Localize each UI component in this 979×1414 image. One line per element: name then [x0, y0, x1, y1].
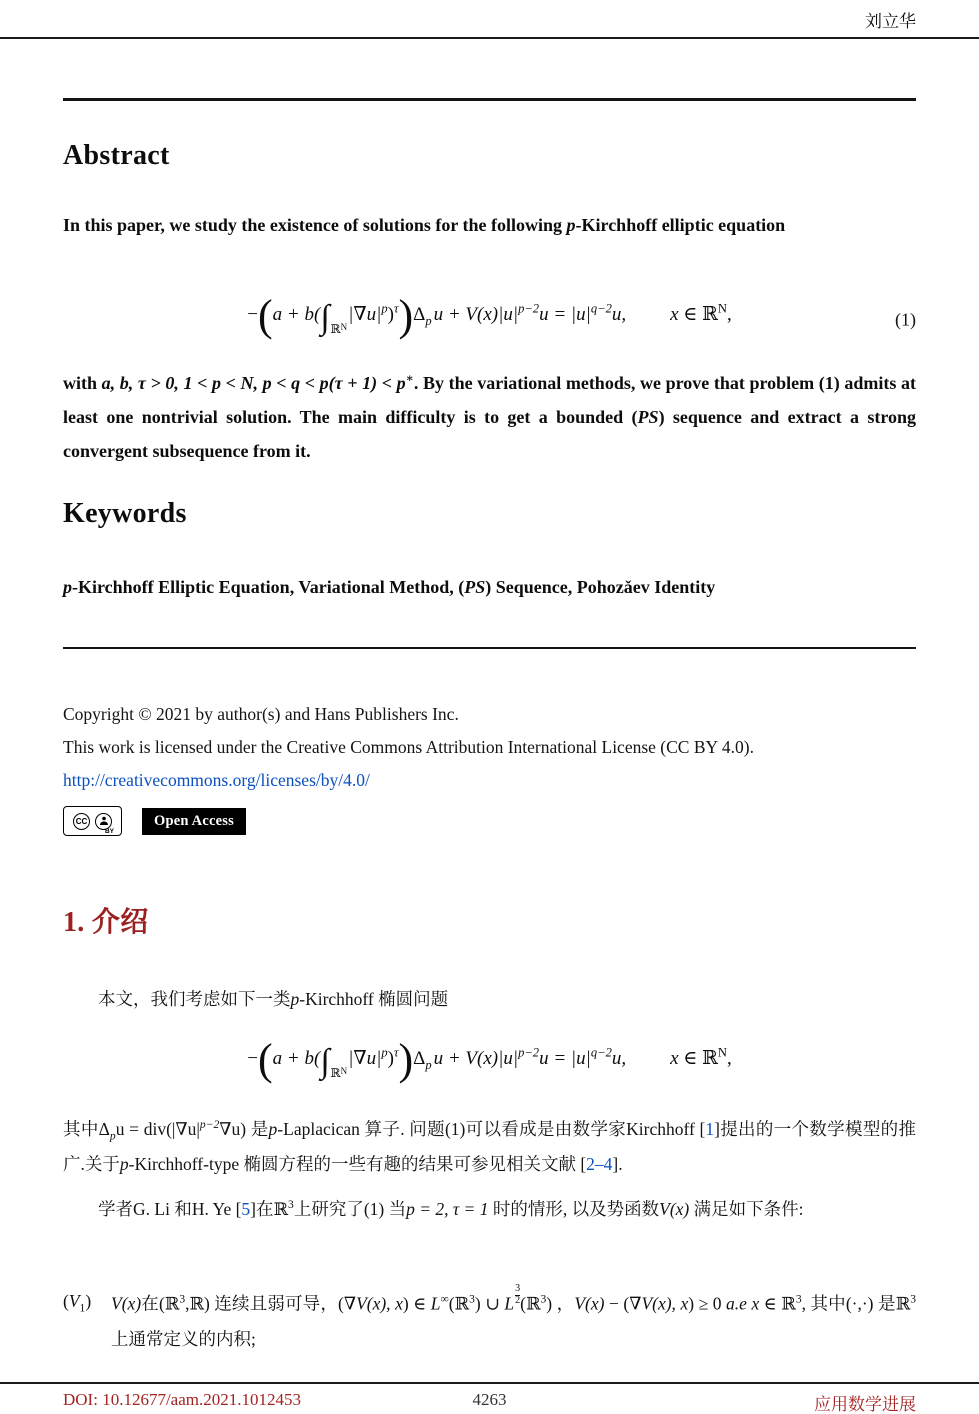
equation-2-line	[247, 1035, 732, 1084]
text-segment: 本文，我们考虑如下一类	[98, 989, 291, 1009]
cc-logo-icon: CC	[73, 813, 90, 830]
math-V-of-x: V(x)	[574, 1293, 605, 1314]
text-segment: 其中Δ	[63, 1119, 110, 1139]
text-segment: 时的情形, 以及势函数	[488, 1199, 660, 1219]
text-segment: ∈ ℝ	[759, 1293, 796, 1314]
text-segment: ,ℝ) 连续且弱可导，(∇	[185, 1293, 357, 1314]
license-badges	[63, 806, 916, 836]
text-segment: ) ≥ 0	[688, 1293, 727, 1314]
domain-x: x	[670, 1048, 679, 1069]
condition-v1-body	[111, 1284, 916, 1357]
text-segment: -Kirchhoff elliptic equation	[575, 215, 786, 235]
integral-domain	[331, 322, 347, 336]
math-var-V: V	[68, 1291, 80, 1311]
abstract-heading: Abstract	[63, 140, 170, 171]
exponent-p-minus-2: p−2	[518, 1045, 540, 1060]
math-gradient-term: V(x), x	[356, 1293, 403, 1314]
text-segment: ) sequence and extract a strong convergent subsequence from it.	[63, 407, 916, 461]
text-segment: -Kirchhoff Elliptic Equation, Variational Method, (	[72, 577, 465, 597]
text-segment: , 其中(·,·) 是ℝ	[801, 1293, 911, 1314]
condition-v1-label	[63, 1284, 111, 1357]
integrand: |∇u|	[348, 1048, 382, 1069]
superscript-3: 3	[795, 1293, 802, 1306]
dimension-N: N	[340, 1066, 348, 1076]
math-var-L: L	[504, 1293, 515, 1314]
term-middle-3: u,	[611, 304, 627, 325]
term-middle-3: u,	[611, 1048, 627, 1069]
text-segment: 学者G. Li 和H. Ye [	[98, 1199, 242, 1219]
trailing-comma: ,	[726, 1048, 732, 1069]
term-middle-2: u = |u|	[539, 1048, 591, 1069]
reals-symbol: ℝ	[330, 322, 341, 336]
text-segment: with	[63, 373, 102, 393]
text-segment: (	[63, 1291, 69, 1311]
cc-by-label: BY	[104, 828, 114, 835]
term-a-plus-b: a + b(	[272, 304, 321, 325]
math-V-of-x: V(x)	[659, 1199, 690, 1219]
section-divider-rule	[63, 647, 916, 649]
exponent-tau: τ	[393, 1045, 399, 1060]
text-segment: ∇u) 是	[219, 1119, 269, 1139]
citation-link-2-4[interactable]: 2–4	[586, 1154, 613, 1174]
exponent-tau: τ	[393, 301, 399, 316]
footer	[63, 1390, 916, 1414]
intro-paragraph-3	[63, 1192, 916, 1227]
integral-domain	[331, 1066, 347, 1080]
math-ae-x: a.e x	[726, 1293, 760, 1314]
text-segment: -Kirchhoff-type 椭圆方程的一些有趣的结果可参见相关文献 [	[128, 1154, 587, 1174]
text-segment: ]在ℝ	[250, 1199, 289, 1219]
math-conditions: a, b, τ > 0, 1 < p < N, p < q < p(τ + 1) < p	[101, 373, 406, 393]
intro-paragraph-1	[63, 982, 916, 1017]
p-laplacian-delta: Δ	[413, 304, 426, 325]
fraction-numerator: 3	[515, 1283, 521, 1294]
text-segment: ) Sequence, Pohozǎev Identity	[485, 577, 716, 597]
abstract-paragraph-1	[63, 208, 916, 242]
text-segment: ) ∈	[402, 1293, 431, 1314]
text-segment: u = div(|∇u|	[115, 1119, 200, 1139]
integral-sign: ∫	[320, 299, 330, 336]
superscript-infinity: ∞	[440, 1293, 449, 1306]
text-segment: ].	[612, 1154, 623, 1174]
math-var-p: p	[119, 1154, 129, 1174]
big-open-paren: (	[258, 291, 273, 340]
term-middle-2: u = |u|	[539, 304, 591, 325]
integrand: |∇u|	[348, 304, 382, 325]
keywords-heading: Keywords	[63, 498, 187, 529]
minus-sign: −	[247, 304, 259, 325]
abstract-top-rule	[63, 98, 916, 101]
subscript-1: 1	[79, 1302, 86, 1315]
text-segment: -Kirchhoff 椭圆问题	[299, 989, 449, 1009]
superscript-3: 3	[540, 1293, 547, 1306]
text-segment: In this paper, we study the existence of solutions for the following	[63, 215, 567, 235]
fraction-denominator: 2	[515, 1294, 521, 1306]
equation-2	[63, 1032, 916, 1096]
text-segment: − (∇	[604, 1293, 642, 1314]
domain-x: x	[670, 304, 679, 325]
citation-link-5[interactable]: 5	[241, 1199, 251, 1219]
delta-subscript-p: p	[425, 313, 432, 328]
term-middle-1: u + V(x)|u|	[433, 304, 519, 325]
math-var-p: p	[63, 577, 72, 597]
big-close-paren: )	[398, 291, 414, 340]
math-var-p: p	[566, 215, 576, 235]
math-gradient-term: V(x), x	[641, 1293, 689, 1314]
text-segment: 在(ℝ	[141, 1293, 180, 1314]
condition-v1	[63, 1284, 916, 1357]
superscript-3: 3	[910, 1293, 917, 1306]
math-conditions: p = 2, τ = 1	[406, 1199, 489, 1219]
delta-subscript-p: p	[425, 1057, 432, 1072]
license-block	[63, 698, 916, 797]
equation-1-line	[247, 291, 732, 340]
footer-journal-name: 应用数学进展	[814, 1395, 916, 1414]
footer-rule	[0, 1382, 979, 1384]
term-middle-1: u + V(x)|u|	[433, 1048, 519, 1069]
inner-close-paren: )	[387, 304, 394, 325]
math-PS: PS	[637, 407, 659, 427]
trailing-comma: ,	[726, 304, 732, 325]
footer-doi-link[interactable]: DOI: 10.12677/aam.2021.1012453	[63, 1390, 301, 1409]
math-V-of-x: V(x)	[111, 1293, 142, 1314]
superscript-3: 3	[469, 1293, 475, 1306]
reals-symbol: ℝ	[330, 1066, 341, 1080]
superscript-3: 3	[288, 1199, 294, 1212]
minus-sign: −	[247, 1048, 259, 1069]
text-segment: ) ，	[546, 1293, 575, 1314]
text-segment: 满足如下条件:	[689, 1199, 804, 1219]
intro-paragraph-2	[63, 1112, 916, 1182]
subscript-p: p	[109, 1130, 116, 1143]
big-close-paren: )	[398, 1035, 414, 1084]
p-star-superscript: ∗	[405, 371, 414, 385]
math-var-p: p	[268, 1119, 278, 1139]
equation-number: (1)	[895, 309, 916, 330]
citation-link-1[interactable]: 1	[705, 1119, 715, 1139]
license-line: This work is licensed under the Creative Commons Attribution International License (CC BY 4.0).	[63, 737, 754, 757]
superscript-3: 3	[179, 1293, 186, 1306]
math-var-L: L	[430, 1293, 441, 1314]
keywords-text	[63, 570, 916, 604]
superscript-p-minus-2: p−2	[199, 1119, 220, 1132]
integral-sign: ∫	[320, 1043, 330, 1080]
text-segment: -Laplacican 算子. 问题(1)可以看成是由数学家Kirchhoff [	[277, 1119, 706, 1139]
person-icon	[95, 813, 112, 830]
text-segment: (ℝ	[520, 1293, 541, 1314]
text-segment: ]提出的一个数学模型的推广.关于	[63, 1119, 916, 1174]
text-segment: 上通常定义的内积;	[111, 1328, 256, 1349]
footer-page-number: 4263	[472, 1390, 507, 1409]
license-url-link[interactable]: http://creativecommons.org/licenses/by/4.0/	[63, 770, 370, 790]
section-heading-introduction: 1. 介绍	[63, 907, 149, 938]
text-segment: 上研究了(1) 当	[293, 1199, 407, 1219]
domain-exponent-N: N	[717, 1045, 727, 1060]
exponent-p-minus-2: p−2	[518, 301, 540, 316]
abstract-paragraph-2	[63, 366, 916, 468]
exponent-q-minus-2: q−2	[590, 301, 612, 316]
big-open-paren: (	[258, 1035, 273, 1084]
domain-exponent-N: N	[717, 301, 727, 316]
math-PS: PS	[464, 577, 486, 597]
dimension-N: N	[340, 322, 348, 332]
equation-1	[63, 288, 916, 352]
text-segment: )	[85, 1291, 92, 1311]
running-head-author: 刘立华	[865, 12, 916, 31]
open-access-badge: Open Access	[142, 808, 246, 835]
text-segment: (ℝ	[448, 1293, 470, 1314]
header-rule	[0, 37, 979, 39]
exponent-q-minus-2: q−2	[590, 1045, 612, 1060]
domain-membership: ∈ ℝ	[678, 1048, 718, 1069]
domain-membership: ∈ ℝ	[678, 304, 718, 325]
exponent-p: p	[381, 1045, 388, 1060]
text-segment: . By the variational methods, we prove that problem (1) admits at least one nontrivial solution. The main difficulty is to get a bounded (	[63, 373, 917, 427]
cc-by-badge[interactable]	[63, 806, 122, 836]
text-segment: ) ∪	[474, 1293, 505, 1314]
copyright-line: Copyright © 2021 by author(s) and Hans Publishers Inc.	[63, 704, 459, 724]
p-laplacian-delta: Δ	[413, 1048, 426, 1069]
exponent-p: p	[381, 301, 388, 316]
term-a-plus-b: a + b(	[272, 1048, 321, 1069]
math-var-p: p	[290, 989, 300, 1009]
inner-close-paren: )	[387, 1048, 394, 1069]
